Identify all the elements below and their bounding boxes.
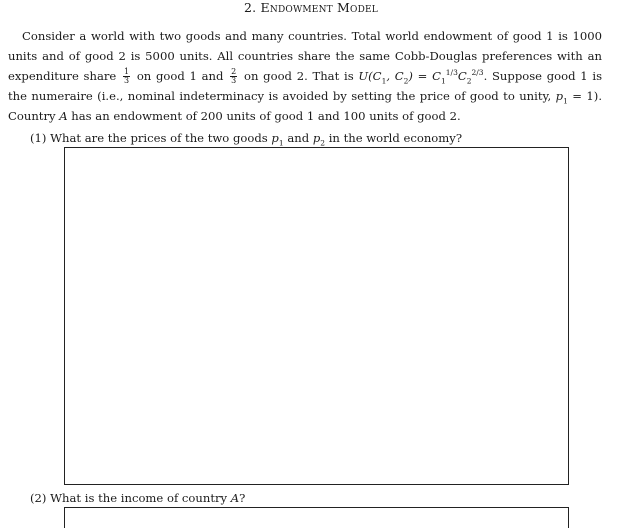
text-segment: Consider a world with two goods and many countries. Total world endowment of good 1 is 1000 units and of good 2 is 5000 units. All countries share the same Cobb-Douglas preferences with an expenditure share: [8, 29, 602, 83]
question-text: What is the income of country: [50, 491, 228, 505]
question-2: (2) What is the income of country A?: [30, 491, 246, 505]
fraction-one-third: $\frac{1}{3}$: [124, 66, 130, 85]
utility-function: $U(C_1$, $C_2) = C_1^{1/3}C_2^{2/3}$: [358, 68, 484, 86]
numeraire-price: $p_1 = 1$). Country: [8, 89, 603, 123]
text-segment: . Suppose good 1 is the numeraire (i.e., nominal indeterminacy is avoided by setting the price of good to unity,: [8, 69, 603, 103]
section-name: Endowment Model: [260, 0, 378, 15]
answer-box-1[interactable]: [64, 147, 569, 485]
fraction-two-thirds: $\frac{2}{3}$: [231, 66, 237, 85]
question-1: (1) What are the prices of the two goods $p_1$ and $p_2$ in the world economy?: [30, 131, 463, 148]
section-title: [0, 0, 622, 15]
problem-statement: [8, 26, 602, 126]
question-number: (1): [30, 131, 47, 145]
country-name: A: [230, 491, 240, 505]
question-text: in the world economy?: [328, 131, 463, 145]
question-text: What are the prices of the two goods: [50, 131, 268, 145]
text-segment: has an endowment of 200 units of good 1 and 100 units of good 2.: [71, 109, 461, 123]
section-number: 2.: [244, 0, 257, 15]
text-segment: on good 2. That is: [244, 69, 354, 83]
text-segment: on good 1 and: [136, 69, 224, 83]
question-number: (2): [30, 491, 47, 505]
country-name: A: [59, 109, 68, 123]
answer-box-2[interactable]: [64, 507, 569, 528]
